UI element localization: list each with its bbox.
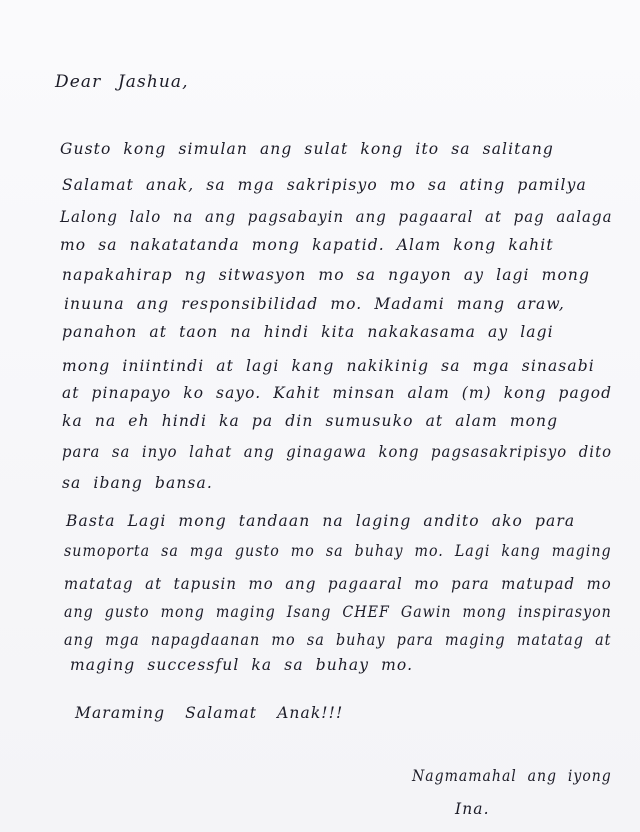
paragraph1-line: inuuna ang responsibilidad mo. Madami mang araw, [64,295,565,313]
paragraph2-line: ang mga napagdaanan mo sa buhay para maging matatag at [64,631,612,649]
letter-closing: Maraming Salamat Anak!!! [75,704,344,722]
paragraph1-line: sa ibang bansa. [62,474,213,492]
paragraph1-line: napakahirap ng sitwasyon mo sa ngayon ay lagi mong [62,266,590,284]
paragraph1-line: mo sa nakatatanda mong kapatid. Alam kong kahit [60,236,554,254]
paragraph1-line: para sa inyo lahat ang ginagawa kong pagsasakripisyo dito [62,443,613,461]
paragraph1-line: at pinapayo ko sayo. Kahit minsan alam (m) kong pagod [62,384,613,402]
paragraph2-line: sumoporta sa mga gusto mo sa buhay mo. Lagi kang maging [64,542,612,560]
paragraph2-line: Basta Lagi mong tandaan na laging andito ako para [66,512,576,530]
paragraph1-line: ka na eh hindi ka pa din sumusuko at alam mong [62,412,559,430]
paragraph1-line: Gusto kong simulan ang sulat kong ito sa salitang [60,140,554,158]
paragraph1-line: mong iniintindi at lagi kang nakikinig sa mga sinasabi [62,357,595,375]
paragraph2-line: maging successful ka sa buhay mo. [70,656,414,674]
signature-line: Nagmamahal ang iyong [412,767,612,785]
signature-name: Ina. [455,800,490,818]
paragraph1-line: Salamat anak, sa mga sakripisyo mo sa ating pamilya [62,176,587,194]
letter-greeting: Dear Jashua, [55,72,189,92]
paragraph1-line: panahon at taon na hindi kita nakakasama ay lagi [62,323,554,341]
paragraph2-line: ang gusto mong maging Isang CHEF Gawin mong inspirasyon [64,603,612,621]
paragraph2-line: matatag at tapusin mo ang pagaaral mo para matupad mo [64,575,612,593]
paragraph1-line: Lalong lalo na ang pagsabayin ang pagaaral at pag aalaga [60,208,613,226]
